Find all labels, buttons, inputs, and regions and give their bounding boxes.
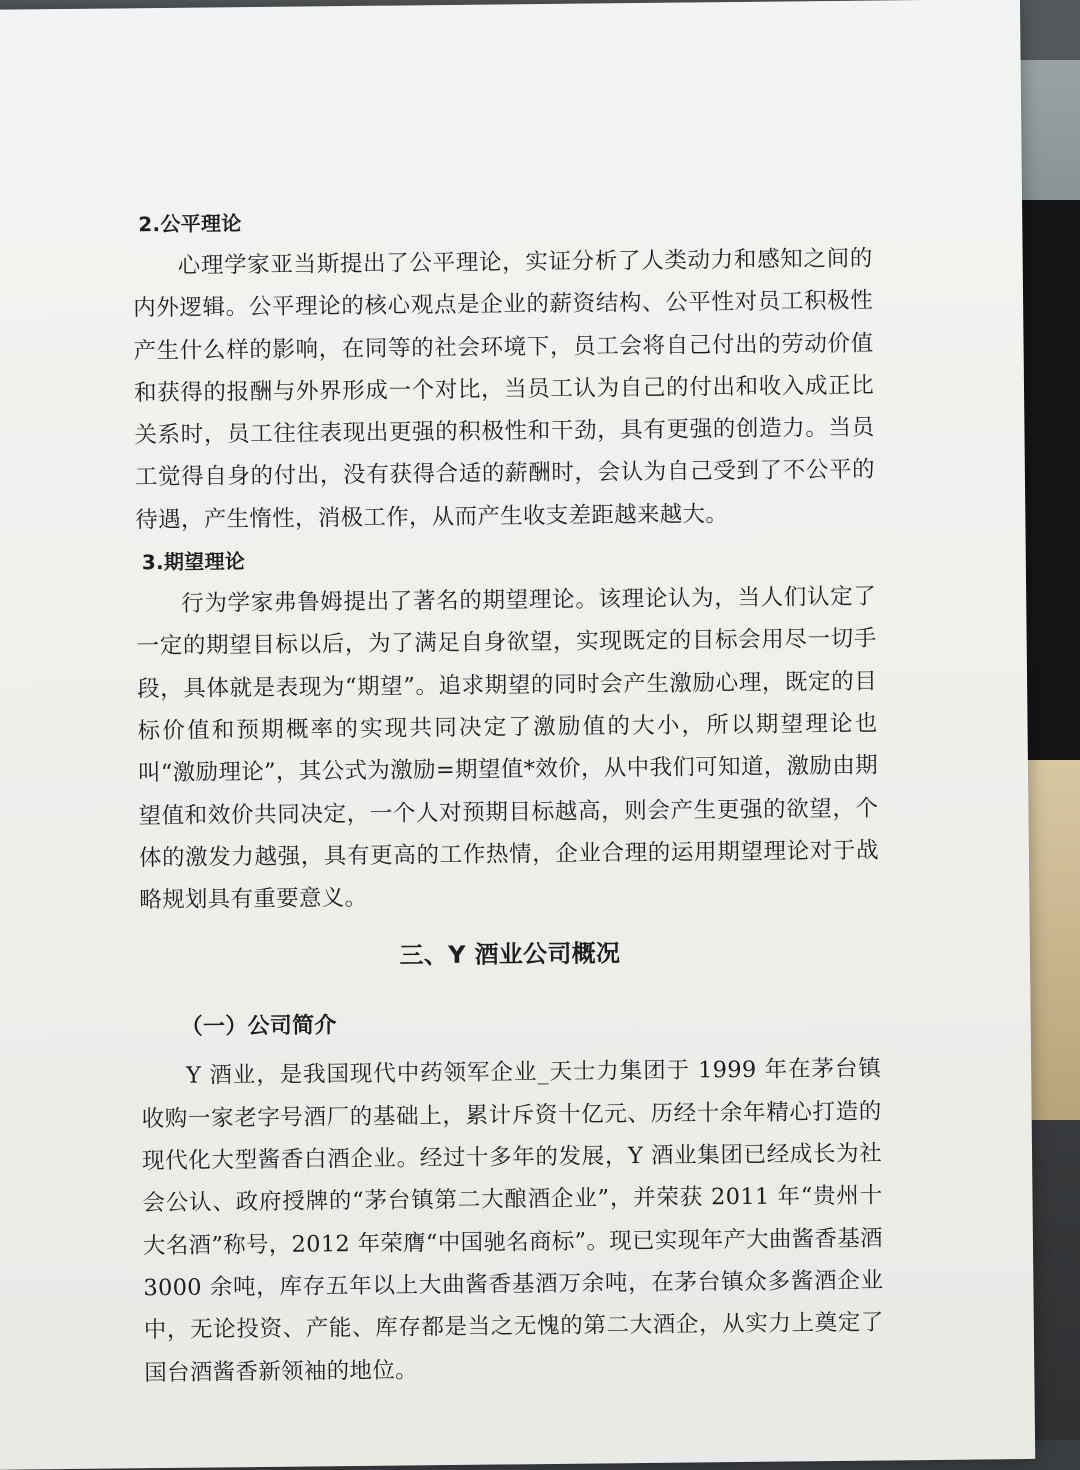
page-text	[132, 196, 884, 1395]
section-title: 三、Y 酒业公司概况	[399, 939, 621, 971]
paragraph-expectancy-theory: 行为学家弗鲁姆提出了著名的期望理论。该理论认为，当人们认定了一定的期望目标以后，为了满足自身欲望，实现既定的目标会用尽一切手段，具体就是表现为“期望”。追求期望的同时会产生激励心理，既定的目标价值和预期概率的实现共同决定了激励值的大小，所以期望理论也叫“激励理论”，其公式为激励=期望值*效价，从中我们可知道，激励由期望值和效价共同决定，一个人对预期目标越高，则会产生更强的欲望，个体的激发力越强，具有更高的工作热情，企业合理的运用期望理论对于战略规划具有重要意义。	[136, 583, 879, 914]
heading-expectancy-theory: 3.期望理论	[141, 549, 246, 575]
heading-equity-theory: 2.公平理论	[138, 211, 242, 237]
paragraph-company-intro: Y 酒业，是我国现代中药领军企业_天士力集团于 1999 年在茅台镇收购一家老字号酒厂的基础上，累计斥资十亿元、历经十余年精心打造的现代化大型酱香白酒企业。经过十多年的发展，Y 酒业集团已经成长为社会公认、政府授牌的“茅台镇第二大酿酒企业”，并荣获 2011 年“贵州十大名酒”称号，2012 年荣膺“中国驰名商标”。现已实现年产大曲酱香基酒 3000 余吨，库存五年以上大曲酱香基酒万余吨，在茅台镇众多酱酒企业中，无论投资、产能、库存都是当之无愧的第二大酒企，从实力上奠定了国台酒酱香新领袖的地位。	[141, 1055, 884, 1386]
heading-company-intro: （一）公司简介	[180, 1013, 337, 1041]
paragraph-equity-theory: 心理学家亚当斯提出了公平理论，实证分析了人类动力和感知之间的内外逻辑。公平理论的核心观点是企业的薪资结构、公平性对员工积极性产生什么样的影响，在同等的社会环境下，员工会将自己付出的劳动价值和获得的报酬与外界形成一个对比，当员工认为自己的付出和收入成正比关系时，员工往往表现出更强的积极性和干劲，具有更强的创造力。当员工觉得自身的付出，没有获得合适的薪酬时，会认为自己受到了不公平的待遇，产生惰性，消极工作，从而产生收支差距越来越大。	[132, 245, 876, 534]
